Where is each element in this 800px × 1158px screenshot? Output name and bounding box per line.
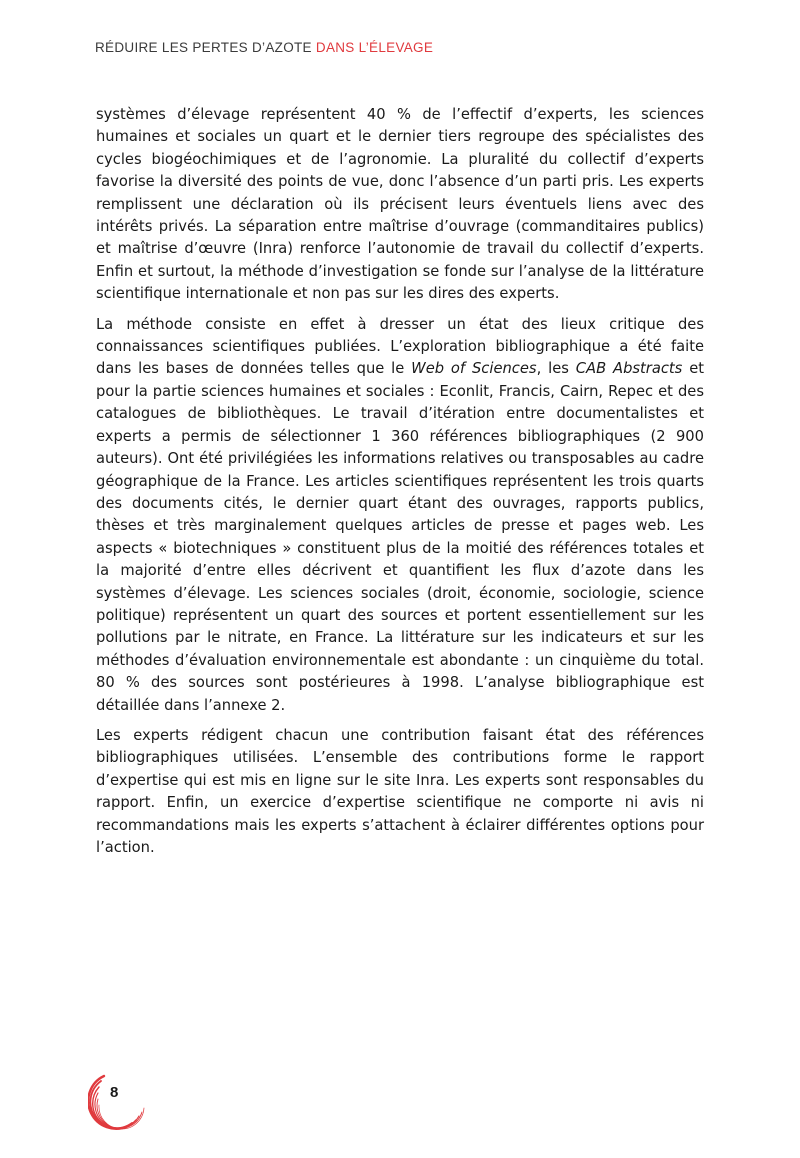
page-number: 8 — [110, 1084, 119, 1101]
running-header-accent: DANS L’ÉLEVAGE — [315, 40, 434, 55]
page-number-block — [88, 1068, 152, 1132]
paragraph-2 — [96, 314, 704, 717]
paragraph-1: systèmes d’élevage représentent 40 % de l’effectif d’experts, les sciences humaines et sociales un quart et le dernier tiers regroupe des spécialistes des cycles biogéochimiques et de l’agronomie. La pluralité du collectif d’experts favorise la diversité des points de vue, donc l’absence d’un parti pris. Les experts remplissent une déclaration où ils précisent leurs éventuels liens avec des intérêts privés. La séparation entre maîtrise d’ouvrage (commanditaires publics) et maîtrise d’œuvre (Inra) renforce l’autonomie de travail du collectif d’experts. Enfin et surtout, la méthode d’investigation se fonde sur l’analyse de la littérature scientifique internationale et non pas sur les dires des experts. — [96, 106, 704, 303]
paragraph-3: Les experts rédigent chacun une contribution faisant état des références bibliographiques utilisées. L’ensemble des contributions forme le rapport d’expertise qui est mis en ligne sur le site Inra. Les experts sont responsables du rapport. Enfin, un exercice d’expertise scientifique ne comporte ni avis ni recommandations mais les experts s’attachent à éclairer différentes options pour l’action. — [96, 726, 704, 856]
paragraph-2-italic-web-of-sciences: Web of Sciences — [411, 360, 537, 378]
paragraph-2-part-b: , les — [536, 360, 576, 378]
running-header-main: RÉDUIRE LES PERTES D’AZOTE — [95, 40, 316, 55]
running-header — [95, 40, 433, 55]
paragraph-2-italic-cab-abstracts: CAB Abstracts — [575, 360, 683, 378]
body-text — [96, 104, 704, 859]
swirl-decoration-icon — [88, 1068, 152, 1132]
paragraph-2-part-c: et pour la partie sciences humaines et sociales : Econlit, Francis, Cairn, Repec et des catalogues de bibliothèques. Le travail d’itération entre documentalistes et experts a permis de sélectionner 1 360 références bibliographiques (2 900 auteurs). Ont été privilégiées les informations relatives ou transposables au cadre géographique de la France. Les articles scientifiques représentent les trois quarts des documents cités, le dernier quart étant des ouvrages, rapports publics, thèses et très marginalement quelques articles de presse et pages web. Les aspects « biotechniques » constituent plus de la moitié des références totales et la majorité d’entre elles décrivent et quantifient les flux d’azote dans les systèmes d’élevage. Les sciences sociales (droit, économie, sociologie, science politique) représentent un quart des sources et portent essentiellement sur les pollutions par le nitrate, en France. La littérature sur les indicateurs et sur les méthodes d’évaluation environnementale est abondante : un cinquième du total. 80 % des sources sont postérieures à 1998. L’analyse bibliographique est détaillée dans l’annexe 2. — [96, 360, 704, 714]
paragraph-2-part-a: La méthode consiste en effet à dresser un état des lieux critique des connaissances scientifiques publiées. L’exploration bibliographique a été faite dans les bases de données telles que le — [96, 315, 704, 378]
